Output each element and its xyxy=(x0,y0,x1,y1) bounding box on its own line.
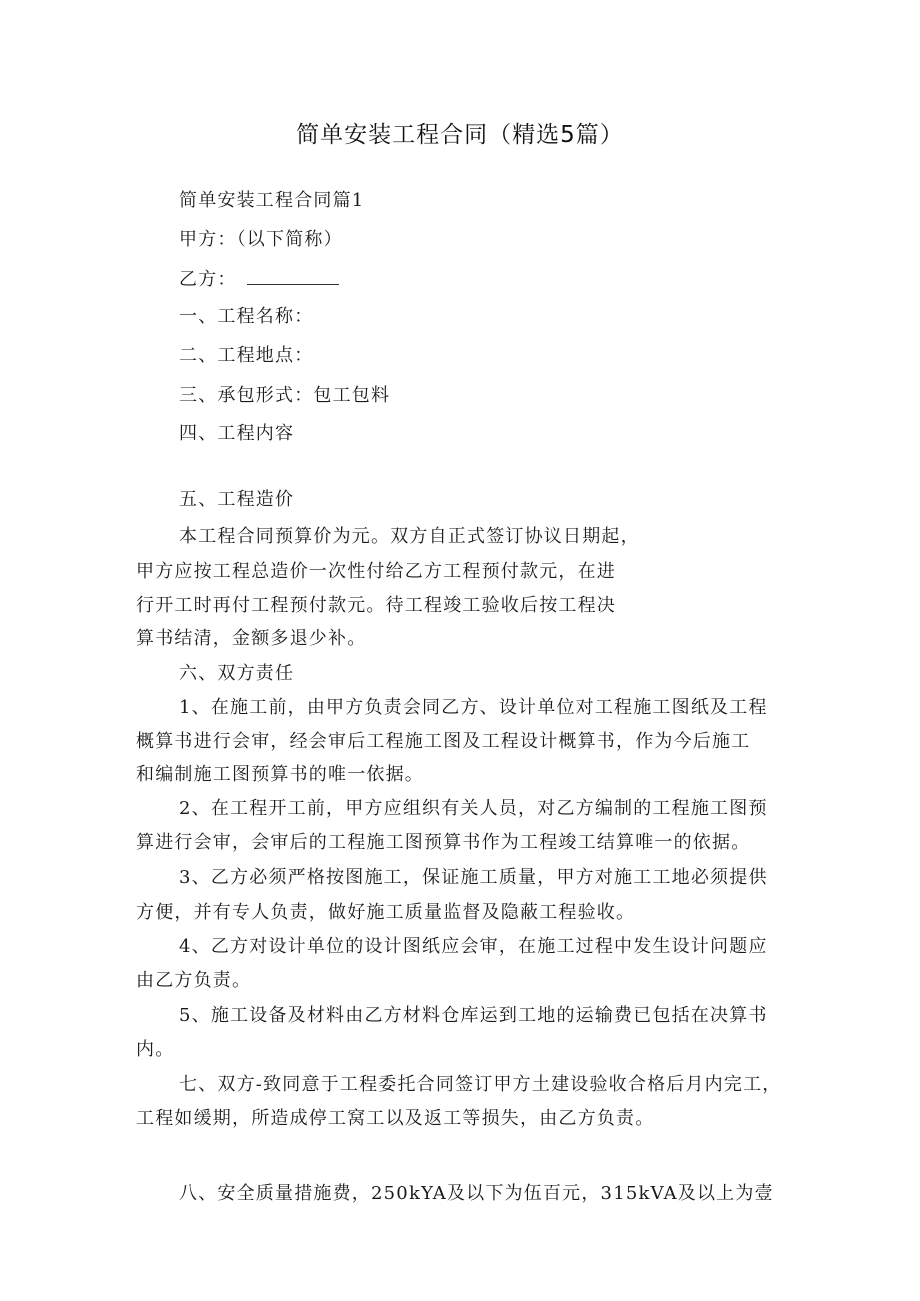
paragraph-line: 七、双方-致同意于工程委托合同签订甲方土建设验收合格后月内完工， xyxy=(179,1074,782,1095)
party-b-line xyxy=(179,270,339,289)
paragraph-line: 甲方应按工程总造价一次性付给乙方工程预付款元，在进 xyxy=(136,561,616,582)
clause-heading: 二、工程地点： xyxy=(179,345,314,366)
paragraph-line: 八、安全质量措施费，250kYA及以下为伍百元，315kVA及以上为壹 xyxy=(179,1183,774,1204)
paragraph-line: 2、在工程开工前，甲方应组织有关人员，对乙方编制的工程施工图预 xyxy=(179,798,768,819)
paragraph-line: 4、乙方对设计单位的设计图纸应会审，在施工过程中发生设计问题应 xyxy=(179,936,768,957)
paragraph-line: 1、在施工前，由甲方负责会同乙方、设计单位对工程施工图纸及工程 xyxy=(179,697,768,718)
paragraph-line: 算进行会审，会审后的工程施工图预算书作为工程竣工结算唯一的依据。 xyxy=(136,832,751,853)
clause-heading: 一、工程名称： xyxy=(179,306,314,327)
paragraph-line: 3、乙方必须严格按图施工，保证施工质量，甲方对施工工地必须提供 xyxy=(179,867,768,888)
party-b-blank xyxy=(247,270,339,285)
paragraph-line: 内。 xyxy=(136,1039,175,1060)
clause-heading: 三、承包形式：包工包料 xyxy=(179,385,391,406)
paragraph-line: 方便，并有专人负责，做好施工质量监督及隐蔽工程验收。 xyxy=(136,902,636,923)
party-a-line: 甲方：（以下简称） xyxy=(179,229,343,250)
paragraph-line: 和编制施工图预算书的唯一依据。 xyxy=(136,764,424,785)
paragraph-line: 概算书进行会审，经会审后工程施工图及工程设计概算书，作为今后施工 xyxy=(136,731,751,752)
clause-heading: 五、工程造价 xyxy=(179,489,295,510)
clause-heading: 六、双方责任 xyxy=(179,663,295,684)
paragraph-line: 5、施工设备及材料由乙方材料仓库运到工地的运输费已包括在决算书 xyxy=(179,1005,768,1026)
paragraph-line: 行开工时再付工程预付款元。待工程竣工验收后按工程决 xyxy=(136,595,616,616)
document-title: 简单安装工程合同（精选5篇） xyxy=(296,122,624,148)
paragraph-line: 算书结清，金额多退少补。 xyxy=(136,628,367,649)
section-heading: 简单安装工程合同篇1 xyxy=(179,190,365,211)
clause-heading: 四、工程内容 xyxy=(179,423,295,444)
paragraph-line: 本工程合同预算价为元。双方自正式签订协议日期起， xyxy=(179,526,640,547)
party-b-label: 乙方： xyxy=(179,269,237,290)
paragraph-line: 由乙方负责。 xyxy=(136,970,252,991)
paragraph-line: 工程如缓期，所造成停工窝工以及返工等损失，由乙方负责。 xyxy=(136,1108,655,1129)
